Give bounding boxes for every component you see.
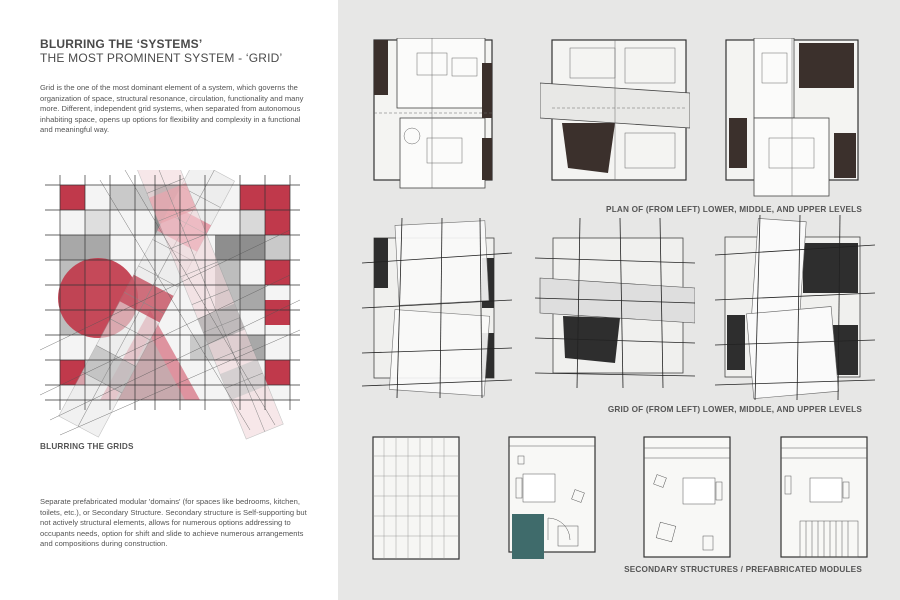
module-bedroom-a xyxy=(508,436,598,560)
plan-caption: PLAN OF (FROM LEFT) LOWER, MIDDLE, AND UPPER LEVELS xyxy=(606,205,862,214)
grid-upper-level xyxy=(715,215,875,400)
module-bedroom-b xyxy=(643,436,733,560)
modules-caption: SECONDARY STRUCTURES / PREFABRICATED MODULES xyxy=(624,565,862,574)
left-panel xyxy=(0,0,338,600)
blurring-grids-diagram xyxy=(40,170,300,440)
plan-upper-level xyxy=(724,38,864,198)
plan-middle-level xyxy=(540,38,690,183)
grid-middle-level xyxy=(535,218,695,388)
plan-lower-level xyxy=(372,38,497,193)
secondary-structure-paragraph: Separate prefabricated modular 'domains' (for spaces like bedrooms, kitchen, toilets, etc.), or Secondary Structure. Secondary structure is Self-supporting but not actively structural elements, allows for numerous options addressing to occupants needs, option for shift and slide to achieve numerous arrangements and compositions during construction. xyxy=(40,497,307,549)
diagram-label: BLURRING THE GRIDS xyxy=(40,442,134,451)
module-bedroom-c xyxy=(780,436,870,560)
grid-lower-level xyxy=(362,218,512,398)
page-subtitle: THE MOST PROMINENT SYSTEM - ‘GRID’ xyxy=(40,51,283,65)
intro-paragraph: Grid is the one of the most dominant element of a system, which governs the organization of space, structural resonance, circulation, functionality and many more. Different, independent grid systems, when separated from autonomous inhabiting space, opens up options for flexibility and complexity in a functional and meaningful way. xyxy=(40,83,304,135)
module-frame-empty xyxy=(372,436,460,560)
page-title: BLURRING THE ‘SYSTEMS’ xyxy=(40,37,203,51)
grid-caption: GRID OF (FROM LEFT) LOWER, MIDDLE, AND UPPER LEVELS xyxy=(607,405,862,414)
